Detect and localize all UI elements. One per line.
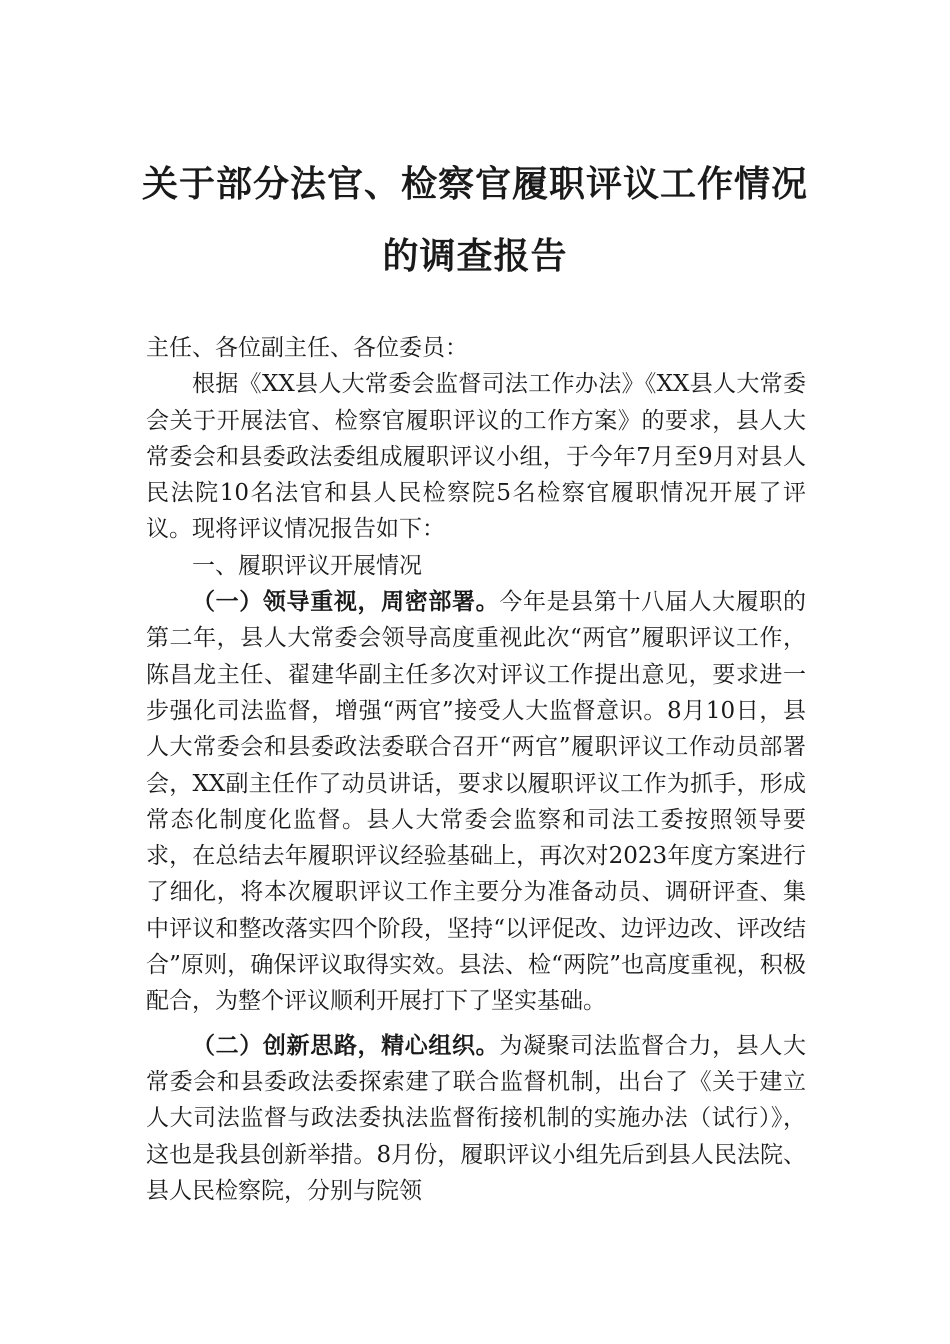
paragraph-spacer: [146, 1020, 806, 1028]
document-body: [146, 330, 806, 1209]
document-title-line-1: 关于部分法官、检察官履职评议工作情况: [141, 163, 808, 205]
paragraph-2: [146, 1028, 806, 1209]
document-title-line-2: 的调查报告: [382, 235, 568, 277]
paragraph-2-lead: （二）创新思路，精心组织。: [192, 1031, 500, 1059]
paragraph-1-lead: （一）领导重视，周密部署。: [192, 588, 500, 616]
paragraph-2-text: 为凝聚司法监督合力，县人大常委会和县委政法委探索建了联合监督机制，出台了《关于建立人大司法监督与政法委执法监督衔接机制的实施办法（试行）》，这也是我县创新举措。8月份，履职评议小组先后到县人民法院、县人民检察院，分别与院领: [146, 1032, 807, 1204]
salutation: 主任、各位副主任、各位委员：: [146, 335, 468, 361]
intro-paragraph: 根据《XX县人大常委会监督司法工作办法》《XX县人大常委会关于开展法官、检察官履职评议的工作方案》的要求，县人大常委会和县委政法委组成履职评议小组，于今年7月至9月对县人民法院10名法官和县人民检察院5名检察官履职情况开展了评议。现将评议情况报告如下：: [146, 371, 806, 543]
paragraph-1: [146, 584, 806, 1020]
paragraph-1-text: 今年是县第十八届人大履职的第二年，县人大常委会领导高度重视此次“两官”履职评议工作，陈昌龙主任、翟建华副主任多次对评议工作提出意见，要求进一步强化司法监督，增强“两官”接受人大监督意识。8月10日，县人大常委会和县委政法委联合召开“两官”履职评议工作动员部署会，XX副主任作了动员讲话，要求以履职评议工作为抓手，形成常态化制度化监督。县人大常委会监察和司法工委按照领导要求，在总结去年履职评议经验基础上，再次对2023年度方案进行了细化，将本次履职评议工作主要分为准备动员、调研评查、集中评议和整改落实四个阶段，坚持“以评促改、边评边改、评改结合”原则，确保评议取得实效。县法、检“两院”也高度重视，积极配合，为整个评议顺利开展打下了坚实基础。: [146, 589, 807, 1015]
section-heading: 一、履职评议开展情况: [192, 552, 422, 579]
